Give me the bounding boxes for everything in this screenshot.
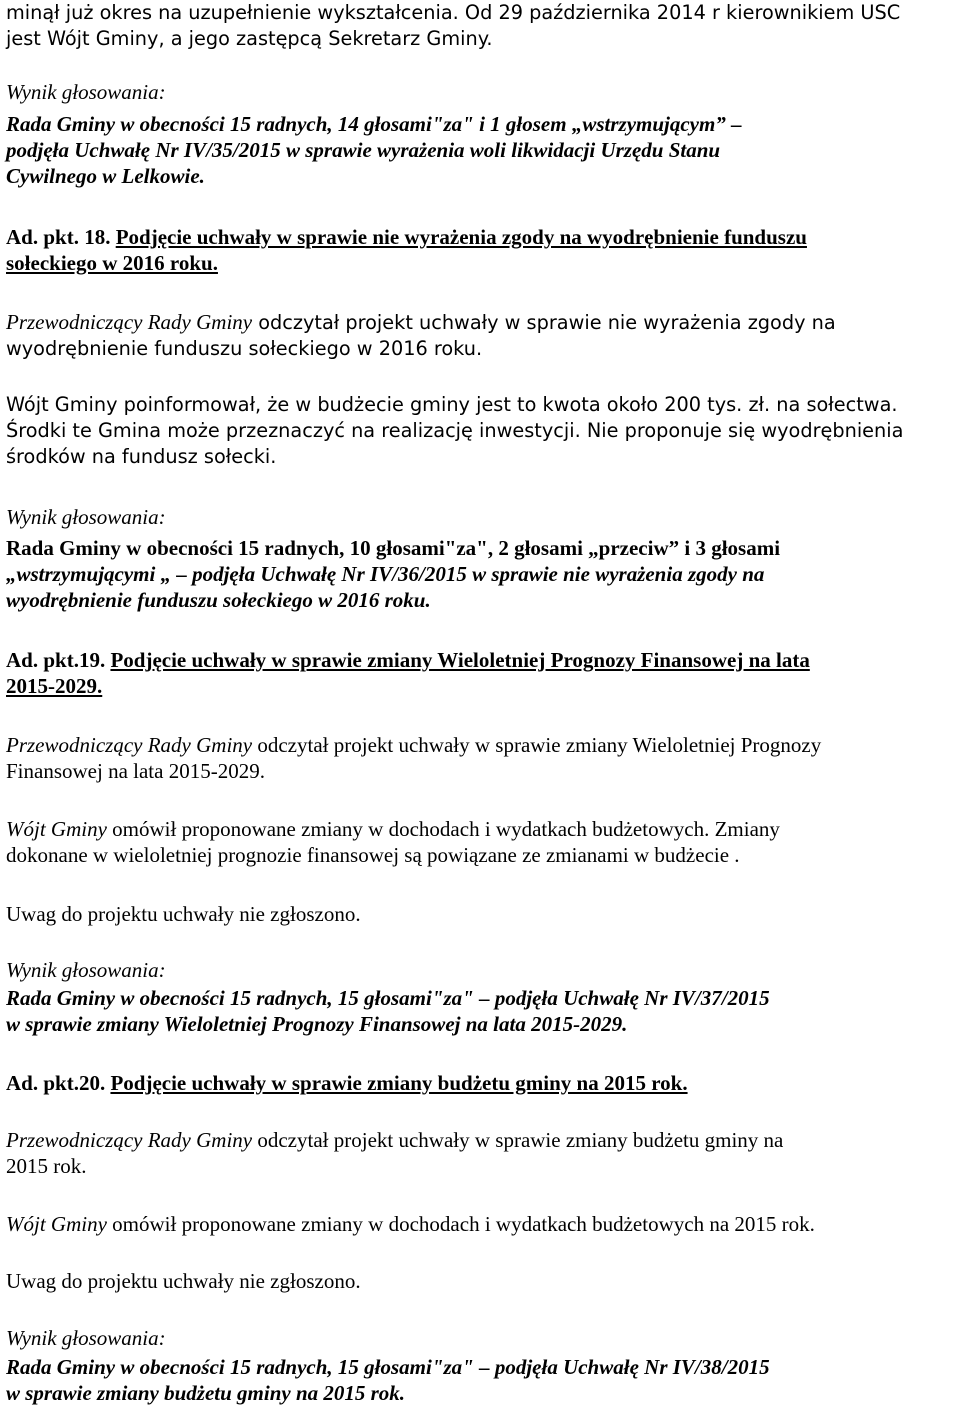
- vote-line: podjęła Uchwałę Nr IV/35/2015 w sprawie wyrażenia woli likwidacji Urzędu Stanu: [6, 138, 721, 162]
- role-chair: Przewodniczący Rady Gminy: [6, 1128, 253, 1152]
- item-20-para-wojt: [6, 1211, 951, 1237]
- para-text: omówił proponowane zmiany w dochodach i wydatkach budżetowych. Zmiany: [106, 817, 780, 841]
- item-20-para-uwag: Uwag do projektu uchwały nie zgłoszono.: [6, 1269, 361, 1293]
- para-text: Środki te Gmina może przeznaczyć na realizację inwestycji. Nie proponuje się wyodrębnienia: [6, 419, 904, 442]
- item-18-para-chair: [6, 309, 951, 362]
- vote-line: w sprawie zmiany Wieloletniej Prognozy Finansowej na lata 2015-2029.: [6, 1012, 628, 1036]
- item-18-heading: [6, 224, 951, 276]
- para-text: Finansowej na lata 2015-2029.: [6, 759, 265, 783]
- vote-result-20: [6, 1354, 951, 1406]
- intro-line: jest Wójt Gminy, a jego zastępcą Sekretarz Gminy.: [6, 27, 493, 50]
- item-prefix: Ad. pkt.19.: [6, 648, 106, 672]
- item-prefix: Ad. pkt. 18.: [6, 225, 111, 249]
- vote-line: Cywilnego w Lelkowie.: [6, 164, 205, 188]
- item-20-para-chair: [6, 1127, 951, 1179]
- vote-line: „wstrzymującymi „ – podjęła Uchwałę Nr IV/36/2015 w sprawie nie wyrażenia zgody na: [6, 562, 765, 586]
- para-text: Wójt Gminy poinformował, że w budżecie gminy jest to kwota około 200 tys. zł. na sołectwa.: [6, 393, 898, 416]
- para-text: odczytał projekt uchwały w sprawie zmiany Wieloletniej Prognozy: [252, 733, 822, 757]
- vote-label: Wynik głosowania:: [6, 1326, 166, 1350]
- para-text: dokonane w wieloletniej prognozie finansowej są powiązane ze zmianami w budżecie .: [6, 843, 740, 867]
- vote-result-18: [6, 535, 951, 613]
- item-19-para-wojt: [6, 816, 951, 868]
- vote-line: Rada Gminy w obecności 15 radnych, 10 głosami"za", 2 głosami „przeciw” i 3 głosami: [6, 536, 781, 560]
- vote-line: wyodrębnienie funduszu sołeckiego w 2016 roku.: [6, 588, 431, 612]
- item-title: Podjęcie uchwały w sprawie nie wyrażenia zgody na wyodrębnienie funduszu: [115, 225, 807, 249]
- vote-line: w sprawie zmiany budżetu gminy na 2015 rok.: [6, 1381, 406, 1405]
- vote-line: Rada Gminy w obecności 15 radnych, 15 głosami"za" – podjęła Uchwałę Nr IV/38/2015: [6, 1355, 770, 1379]
- vote-result-17: [6, 111, 951, 189]
- role-wojt: Wójt Gminy: [6, 817, 107, 841]
- intro-line: minął już okres na uzupełnienie wykształcenia. Od 29 października 2014 r kierownikiem USC: [6, 1, 901, 24]
- para-text: wyodrębnienie funduszu sołeckiego w 2016 roku.: [6, 337, 483, 360]
- item-title-cont: sołeckiego w 2016 roku.: [6, 251, 218, 275]
- item-title: Podjęcie uchwały w sprawie zmiany Wieloletniej Prognozy Finansowej na lata: [110, 648, 810, 672]
- vote-result-19: [6, 985, 951, 1037]
- item-title-cont: 2015-2029.: [6, 674, 103, 698]
- vote-line: Rada Gminy w obecności 15 radnych, 14 głosami"za" i 1 głosem „wstrzymującym” –: [6, 112, 742, 136]
- item-18-para-wojt: [6, 392, 951, 470]
- para-text: odczytał projekt uchwały w sprawie zmiany budżetu gminy na: [252, 1128, 784, 1152]
- vote-line: Rada Gminy w obecności 15 radnych, 15 głosami"za" – podjęła Uchwałę Nr IV/37/2015: [6, 986, 770, 1010]
- item-20-heading: [6, 1070, 951, 1096]
- role-chair: Przewodniczący Rady Gminy: [6, 310, 253, 334]
- vote-label: Wynik głosowania:: [6, 80, 166, 104]
- item-19-para-chair: [6, 732, 951, 784]
- vote-label: Wynik głosowania:: [6, 505, 166, 529]
- item-19-heading: [6, 647, 951, 699]
- role-chair: Przewodniczący Rady Gminy: [6, 733, 253, 757]
- item-19-para-uwag: Uwag do projektu uchwały nie zgłoszono.: [6, 902, 361, 926]
- para-text: odczytał projekt uchwały w sprawie nie wyrażenia zgody na: [252, 311, 836, 334]
- vote-label: Wynik głosowania:: [6, 958, 166, 982]
- role-wojt: Wójt Gminy: [6, 1212, 107, 1236]
- item-prefix: Ad. pkt.20.: [6, 1071, 106, 1095]
- item-title: Podjęcie uchwały w sprawie zmiany budżetu gminy na 2015 rok.: [110, 1071, 688, 1095]
- intro-paragraph: [6, 0, 951, 52]
- para-text: 2015 rok.: [6, 1154, 87, 1178]
- para-text: omówił proponowane zmiany w dochodach i wydatkach budżetowych na 2015 rok.: [106, 1212, 815, 1236]
- para-text: środków na fundusz sołecki.: [6, 445, 277, 468]
